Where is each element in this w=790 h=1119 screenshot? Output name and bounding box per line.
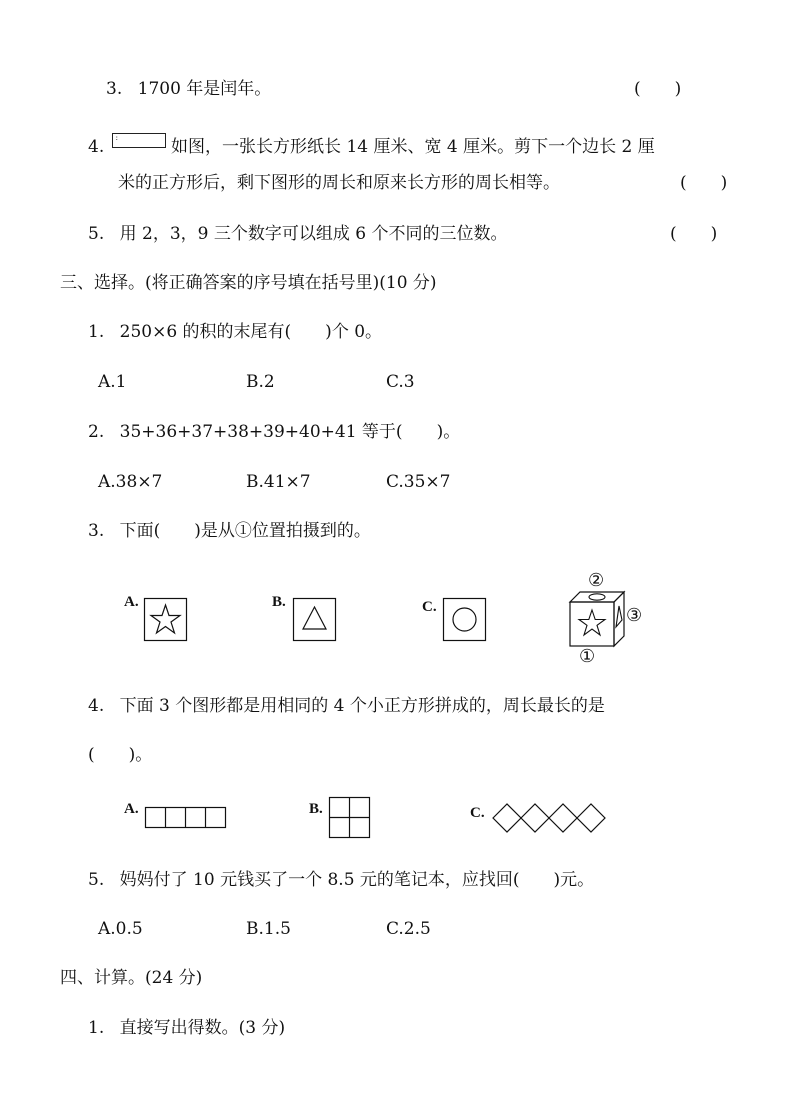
triangle-icon	[616, 606, 622, 627]
choice-q1	[88, 320, 382, 344]
question-text: 下面( )是从①位置拍摄到的。	[119, 521, 371, 541]
figure-label-a: A.	[124, 594, 139, 610]
section-heading: 三、选择。(将正确答案的序号填在括号里)(10 分)	[60, 273, 437, 293]
choice-q4	[88, 694, 605, 718]
question-number: 1.	[88, 1018, 105, 1038]
star-icon	[579, 610, 605, 635]
option-c-figure[interactable]	[492, 802, 610, 834]
option-b[interactable]: B.2	[246, 372, 275, 392]
choice-q5	[88, 868, 594, 892]
option-b-figure[interactable]	[329, 797, 371, 839]
question-number: 5.	[88, 870, 105, 890]
judge-q5	[88, 222, 508, 246]
option-c[interactable]: C.2.5	[386, 919, 431, 939]
rectangle-figure-icon: :	[112, 133, 166, 148]
cube-label-right: ③	[626, 605, 643, 626]
question-number: 4.	[88, 696, 105, 716]
option-a[interactable]: A.1	[98, 372, 127, 392]
triangle-icon	[303, 607, 326, 629]
figure-label-c: C.	[422, 599, 437, 615]
question-text: 250×6 的积的末尾有( )个 0。	[119, 322, 383, 342]
option-b[interactable]: B.41×7	[246, 472, 311, 492]
option-a[interactable]: A.38×7	[98, 472, 163, 492]
figure-label-b: B.	[309, 801, 323, 817]
circle-icon	[589, 594, 605, 600]
answer-paren[interactable]: ( )	[680, 173, 728, 193]
question-number: 1.	[88, 322, 105, 342]
judge-q3	[106, 77, 271, 101]
option-c[interactable]: C.35×7	[386, 472, 451, 492]
figure-label-a: A.	[124, 801, 139, 817]
question-text: 直接写出得数。(3 分)	[119, 1018, 286, 1038]
option-a-figure[interactable]	[145, 807, 227, 829]
question-text: 35+36+37+38+39+40+41 等于( )。	[119, 422, 461, 442]
cube-label-front: ①	[579, 646, 596, 667]
option-b[interactable]: B.1.5	[246, 919, 291, 939]
circle-icon	[453, 608, 476, 631]
cube-label-top: ②	[588, 570, 605, 591]
question-number: 5.	[88, 224, 105, 244]
question-number: 3.	[88, 521, 105, 541]
question-text: 如图，一张长方形纸长 14 厘米、宽 4 厘米。剪下一个边长 2 厘	[171, 137, 655, 157]
option-c[interactable]: C.3	[386, 372, 415, 392]
question-text: 下面 3 个图形都是用相同的 4 个小正方形拼成的，周长最长的是	[119, 696, 605, 716]
figure-label-c: C.	[470, 805, 485, 821]
question-number: 4.	[88, 137, 105, 157]
question-number: 3.	[106, 79, 123, 99]
choice-q4-line2[interactable]: ( )。	[88, 745, 153, 765]
question-text: 妈妈付了 10 元钱买了一个 8.5 元的笔记本，应找回( )元。	[119, 870, 595, 890]
option-a-figure[interactable]	[144, 598, 188, 642]
calc-q1	[88, 1016, 285, 1040]
section-heading: 四、计算。(24 分)	[60, 968, 203, 988]
answer-paren[interactable]: ( )	[634, 79, 682, 99]
choice-q2	[88, 420, 460, 444]
star-icon	[151, 605, 180, 633]
figure-label-b: B.	[272, 594, 286, 610]
question-number: 2.	[88, 422, 105, 442]
question-text: 用 2，3，9 三个数字可以组成 6 个不同的三位数。	[119, 224, 508, 244]
choice-q3	[88, 519, 371, 543]
judge-q4-line1	[88, 133, 655, 159]
option-c-figure[interactable]	[443, 598, 487, 642]
option-a[interactable]: A.0.5	[98, 919, 143, 939]
question-text: 1700 年是闰年。	[137, 79, 272, 99]
judge-q4-line2: 米的正方形后，剩下图形的周长和原来长方形的周长相等。	[118, 173, 560, 193]
answer-paren[interactable]: ( )	[670, 224, 718, 244]
option-b-figure[interactable]	[293, 598, 337, 642]
